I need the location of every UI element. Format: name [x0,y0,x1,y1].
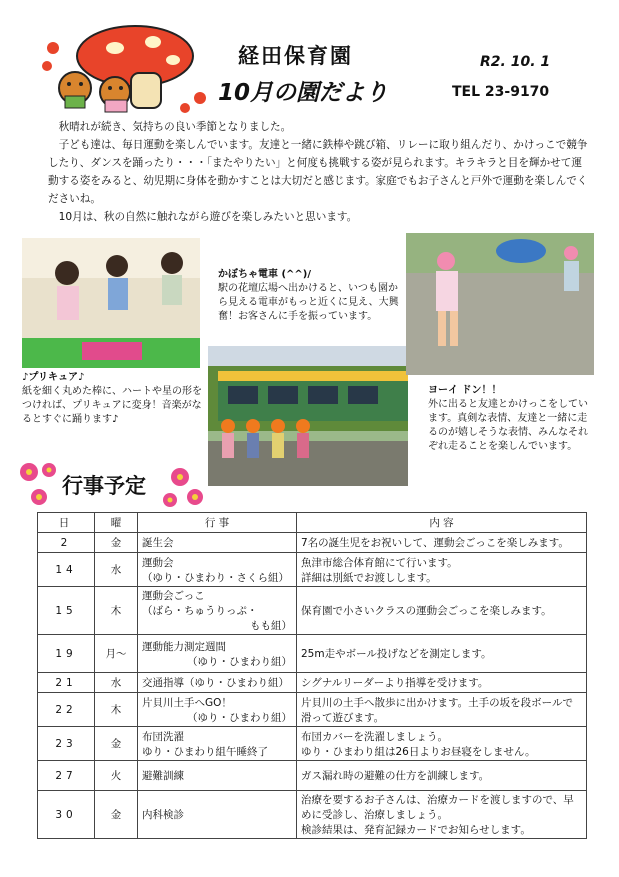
row-weekday: 木 [95,693,138,727]
table-row [38,587,587,635]
row-weekday: 水 [95,673,138,693]
event-line: （ゆり・ひまわり組） [187,711,292,724]
row-event [138,693,297,727]
table-row [38,673,587,693]
row-day: 19 [38,635,95,673]
row-day: 15 [38,587,95,635]
content-line: ガス漏れ時の避難の仕方を訓練します。 [301,770,490,782]
row-content [297,533,587,553]
row-event [138,587,297,635]
caption-heading: かぼちゃ電車 (^^)/ [218,269,312,280]
caption-heading: ♪プリキュア♪ [22,372,85,383]
row-content [297,553,587,587]
col-day: 日 [38,513,95,533]
row-event [138,761,297,791]
event-line: （ばら・ちゅうりっぷ・ [142,605,258,617]
row-content [297,761,587,791]
content-line: 7名の誕生児をお祝いして、運動会ごっこを楽しみます。 [301,537,569,549]
intro-paragraph: 10月は、秋の自然に触れながら遊びを楽しみたいと思います。 [58,211,358,223]
content-line: 魚津市総合体育館にて行います。 [301,556,458,569]
mushroom-squirrel-illustration [35,18,215,118]
col-weekday: 曜 [95,513,138,533]
content-line: シグナルリーダーより指導を受けます。 [301,677,489,689]
caption-body: 紙を細く丸めた棒に、ハートや星の形をつければ、プリキュアに変身！音楽がなるとすぐに踊ります♪ [22,386,202,425]
table-row [38,761,587,791]
row-day: 14 [38,553,95,587]
event-line: 布団洗濯 [142,730,184,743]
row-day: 22 [38,693,95,727]
table-row [38,791,587,839]
row-event [138,635,297,673]
photo-running-children [406,233,594,375]
row-weekday: 月〜 [95,635,138,673]
content-line: 保育園で小さいクラスの運動会ごっこを楽しみます。 [301,605,552,617]
row-day: 27 [38,761,95,791]
row-content [297,673,587,693]
col-content: 内 容 [297,513,587,533]
content-line: ゆり・ひまわり組は26日よりお昼寝をしません。 [301,745,536,758]
row-event [138,727,297,761]
caption-heading: ヨーイ ドン！！ [428,385,502,396]
intro-text [48,118,588,226]
row-weekday: 火 [95,761,138,791]
row-event [138,673,297,693]
school-name: 経田保育園 [238,44,353,68]
content-line: 詳細は別紙でお渡しします。 [301,571,437,584]
row-weekday: 水 [95,553,138,587]
issue-date: R2. 10. 1 [480,54,551,70]
row-weekday: 金 [95,533,138,553]
row-content [297,727,587,761]
schedule-table [37,512,587,839]
event-line: 運動会ごっこ [142,590,205,602]
row-weekday: 木 [95,587,138,635]
event-line: （ゆり・ひまわり・さくら組） [142,571,289,584]
event-line: ゆり・ひまわり組午睡終了 [142,745,268,758]
event-line: （ゆり・ひまわり組） [187,655,292,668]
event-line: 誕生会 [142,537,174,549]
newsletter-title: 10月の園だより [218,80,389,106]
schedule-heading: 行事予定 [62,474,146,498]
content-line: 検診結果は、発育記録カードでお知らせします。 [301,824,531,836]
content-line: 片貝川の土手へ散歩に出かけます。土手の坂を段ボールで [301,696,573,709]
content-line: 布団カバーを洗濯しましょう。 [301,730,448,743]
table-row [38,635,587,673]
table-header-row [38,513,587,533]
table-row [38,693,587,727]
event-line: 避難訓練 [142,770,184,782]
caption-train [218,268,400,324]
row-content [297,635,587,673]
row-day: 23 [38,727,95,761]
caption-body: 駅の花壇広場へ出かけると、いつも園から見える電車がもっと近くに見え、大興奮！お客さんに手を振っています。 [218,283,399,322]
table-row [38,727,587,761]
row-content [297,693,587,727]
event-line: 交通指導（ゆり・ひまわり組） [142,677,289,689]
event-line: 運動会 [142,556,174,569]
caption-precure [22,371,202,427]
telephone: TEL 23-9170 [452,84,550,100]
caption-race [428,384,596,454]
row-day: 2 [38,533,95,553]
photo-train [208,346,408,486]
intro-paragraph: 子ども達は、毎日運動を楽しんでいます。友達と一緒に鉄棒や跳び箱、リレーに取り組んだり、かけっこで競争したり、ダンスを踊ったり・・・「またやりたい」と何度も挑戦する姿が見られます。キラキラと目を輝かせて運動する姿をみると、幼児期に身体を動かすことは大切だと感じます。家庭でもお子さんと戸外で運動を楽しんでくださいね。 [48,139,588,205]
row-content [297,587,587,635]
photo-dancing-children [22,238,200,368]
event-line: もも組） [250,620,292,632]
row-weekday: 金 [95,727,138,761]
table-row [38,553,587,587]
content-line: 治療を要するお子さんは、治療カードを渡しますので、早 [301,794,574,806]
col-event: 行 事 [138,513,297,533]
caption-body: 外に出ると友達とかけっこをしています。真剣な表情、友達と一緒に走るのが嬉しそうな表情、みんなそれぞれ走ることを楽しんでいます。 [428,399,588,452]
content-line: めに受診し、治療しましょう。 [301,809,448,821]
event-line: 片貝川土手へGO！ [142,696,232,709]
row-day: 21 [38,673,95,693]
event-line: 内科検診 [142,809,184,821]
intro-paragraph: 秋晴れが続き、気持ちの良い季節となりました。 [58,121,292,133]
row-event [138,553,297,587]
row-weekday: 金 [95,791,138,839]
content-line: 滑って遊びます。 [301,711,385,724]
row-content [297,791,587,839]
event-line: 運動能力測定週間 [142,640,226,653]
table-row [38,533,587,553]
row-event [138,791,297,839]
row-day: 30 [38,791,95,839]
row-event [138,533,297,553]
content-line: 25m走やボール投げなどを測定します。 [301,648,492,660]
